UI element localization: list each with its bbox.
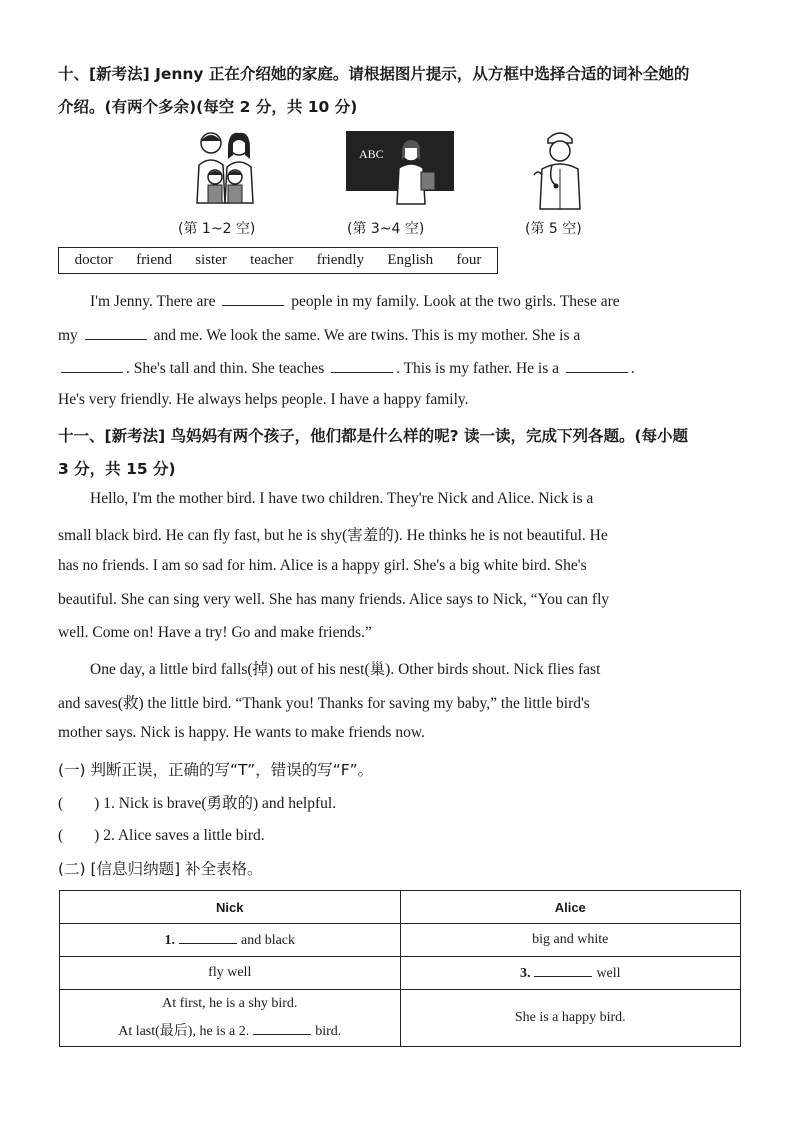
word-option: friend [136,252,172,268]
table-cell: At first, he is a shy bird. At last(最后), he is a 2. bird. [60,990,401,1047]
word-option: teacher [250,252,294,268]
word-option: doctor [74,252,113,268]
word-option: friendly [316,252,365,268]
caption-3: (第 5 空) [525,221,582,237]
passage-line-2: my and me. We look the same. We are twins. This is my mother. She is a [58,327,581,344]
family-picture [185,125,265,205]
story-p1-line: has no friends. I am so sad for him. Alice is a happy girl. She's a big white bird. She's [58,557,587,574]
section10-heading-line2: 介绍。(有两个多余)(每空 2 分，共 10 分) [58,98,358,116]
table-header-nick: Nick [60,891,401,924]
table-cell: fly well [60,957,401,990]
table-cell: big and white [400,924,741,957]
passage-line-4: He's very friendly. He always helps people. I have a happy family. [58,391,469,408]
table-cell: 1. and black [60,924,401,957]
story-p2-line: One day, a little bird falls(掉) out of his nest(巢). Other birds shout. Nick flies fast [90,661,601,678]
word-box [58,247,498,274]
tf-item-1: ( ) 1. Nick is brave(勇敢的) and helpful. [58,795,337,812]
table-row [60,957,741,990]
answer-blank[interactable] [534,964,592,977]
table-row [60,924,741,957]
answer-blank[interactable] [179,931,237,944]
tf-item-2: ( ) 2. Alice saves a little bird. [58,827,265,844]
answer-blank[interactable] [566,358,628,373]
summary-table [59,890,741,1047]
section10-heading-line1: 十、[新考法] Jenny 正在介绍她的家庭。请根据图片提示，从方框中选择合适的词补全她的 [58,65,690,83]
passage-line-3: . She's tall and thin. She teaches . This is my father. He is a . [58,358,635,378]
story-p1-line: small black bird. He can fly fast, but he is shy(害羞的). He thinks he is not beautiful. He [58,527,608,544]
story-p1-line: beautiful. She can sing very well. She has many friends. Alice says to Nick, “You can fly [58,591,610,608]
answer-blank[interactable] [331,358,393,373]
word-option: sister [195,252,227,268]
table-cell: 3. well [400,957,741,990]
part1-title: (一) 判断正误，正确的写“T”，错误的写“F”。 [58,761,374,779]
story-p1-line: well. Come on! Have a try! Go and make friends.” [58,624,372,641]
table-header-alice: Alice [400,891,741,924]
caption-1: (第 1~2 空) [178,221,256,237]
word-option: four [456,252,482,268]
story-p1-line: Hello, I'm the mother bird. I have two children. They're Nick and Alice. Nick is a [90,490,594,507]
doctor-picture [530,125,590,210]
board-text: ABC [359,147,384,161]
passage-line-1: I'm Jenny. There are people in my family. Look at the two girls. These are [90,293,620,310]
part2-title: (二) [信息归纳题] 补全表格。 [58,860,263,878]
teacher-picture [345,130,455,205]
answer-blank[interactable] [61,358,123,373]
tf-answer-paren[interactable]: ( ) [58,795,100,812]
answer-blank[interactable] [85,325,147,340]
table-row [60,990,741,1047]
story-p2-line: mother says. Nick is happy. He wants to make friends now. [58,724,425,741]
answer-blank[interactable] [222,291,284,306]
caption-2: (第 3~4 空) [347,221,425,237]
tf-answer-paren[interactable]: ( ) [58,827,100,844]
section11-heading-line1: 十一、[新考法] 鸟妈妈有两个孩子，他们都是什么样的呢? 读一读，完成下列各题。(每小题 [58,427,689,445]
word-option: English [387,252,434,268]
story-p2-line: and saves(救) the little bird. “Thank you! Thanks for saving my baby,” the little bird's [58,695,590,712]
table-cell: She is a happy bird. [400,990,741,1047]
answer-blank[interactable] [253,1022,311,1035]
section11-heading-line2: 3 分，共 15 分) [58,460,176,478]
